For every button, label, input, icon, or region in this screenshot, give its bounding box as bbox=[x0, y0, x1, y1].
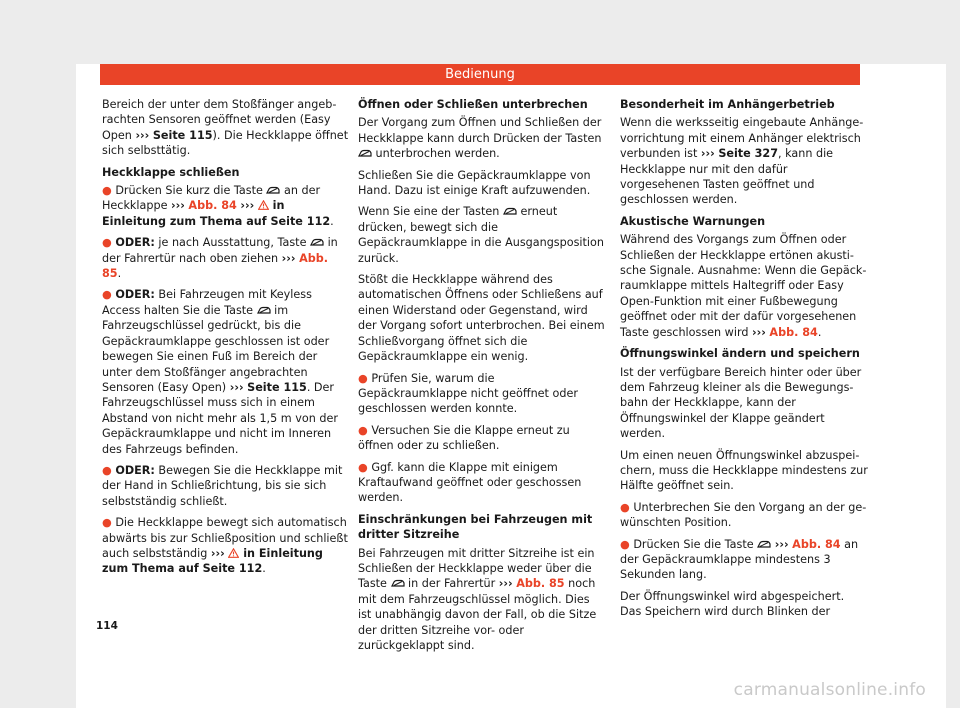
section-title: Bedienung bbox=[445, 67, 515, 82]
page-link[interactable]: Seite 115 bbox=[247, 380, 307, 394]
page-number: 114 bbox=[96, 620, 118, 632]
tailgate-key-icon bbox=[266, 186, 280, 195]
paragraph: Stößt die Heckklappe während des automatischen Öffnens oder Schließens auf einen Widerstand oder Gegenstand, wird der Vorgang sofort unterbrochen. Bei einem Schließvorgang öffnet sich die Gepäckraumklappe ein wenig. bbox=[358, 273, 605, 364]
list-item: ● Die Heckklappe bewegt sich automatisch abwärts bis zur Schließposition und schließt auch selbstständig ››› in Einleitung zum Thema auf Seite 112. bbox=[102, 516, 348, 576]
column-2 bbox=[358, 97, 606, 659]
heading-unterbrechen: Öffnen oder Schließen unterbrechen bbox=[358, 98, 588, 111]
section-header-bar bbox=[100, 64, 860, 85]
heading-akustische-warnungen: Akustische Warnungen bbox=[620, 214, 766, 228]
paragraph: Schließen Sie die Gepäckraumklappe von Hand. Dazu ist einige Kraft aufzuwenden. bbox=[358, 168, 591, 198]
paragraph: Während des Vorgangs zum Öffnen oder Schließen der Heckklappe ertönen akustische Signale. Ausnahme: Wenn die Gepäckraumklappe mittels Haltegriff oder Easy Open-Funktion mit einer Fußbewegung geöffnet oder mit der dafür vorgesehenen Taste geschlossen wird ››› Abb. 84. bbox=[620, 233, 867, 339]
tailgate-key-icon bbox=[257, 306, 271, 315]
list-item: ● Ggf. kann die Klappe mit einigem Kraftaufwand geöffnet oder geschossen werden. bbox=[358, 460, 582, 505]
list-item: ● Versuchen Sie die Klappe erneut zu öffnen oder zu schließen. bbox=[358, 423, 570, 453]
watermark: carmanualsonline.info bbox=[733, 680, 926, 700]
figure-link[interactable]: Abb. 85 bbox=[516, 577, 565, 591]
list-item: ● Drücken Sie kurz die Taste an der Heckklappe ››› Abb. 84 ››› in Einleitung zum Thema auf Seite 112. bbox=[102, 184, 334, 228]
heading-oeffnungswinkel: Öffnungswinkel ändern und speichern bbox=[620, 347, 860, 361]
figure-link[interactable]: Abb. 84 bbox=[188, 199, 237, 213]
bullet-icon: ● bbox=[102, 463, 112, 477]
paragraph: Wenn Sie eine der Tasten erneut drücken, bewegt sich die Gepäckraumklappe in die Ausgangsposition zurück. bbox=[358, 205, 604, 265]
paragraph: Um einen neuen Öffnungswinkel abzuspeichern, muss die Heckklappe mindestens zur Hälfte geöffnet sein. bbox=[620, 448, 868, 493]
heading-dritte-sitzreihe: Einschränkungen bei Fahrzeugen mit dritter Sitzreihe bbox=[358, 512, 593, 542]
bullet-icon: ● bbox=[358, 423, 368, 437]
paragraph: Ist der verfügbare Bereich hinter oder über dem Fahrzeug kleiner als die Bewegungsbahn der Heckklappe, kann der Öffnungswinkel der Klappe geändert werden. bbox=[620, 365, 862, 441]
tailgate-key-icon bbox=[391, 579, 405, 588]
list-item: ● ODER: Bei Fahrzeugen mit Keyless Access halten Sie die Taste im Fahrzeugschlüssel gedrückt, bis die Gepäckraumklappe geschlossen ist oder bewegen Sie einen Fuß im Bereich der unter dem Stoßfänger angebrachten Sensoren (Easy Open) ››› Seite 115. Der Fahrzeugschlüssel muss sich in einem Abstand von nicht mehr als 1,5 m von der Gepäckraumklappe und nicht im Inneren des Fahrzeugs befinden. bbox=[102, 288, 338, 456]
arrow-ref: ››› bbox=[135, 128, 150, 142]
bullet-icon: ● bbox=[102, 516, 112, 530]
warning-icon bbox=[258, 200, 269, 210]
figure-link[interactable]: Abb. 84 bbox=[792, 537, 841, 551]
figure-link[interactable]: Abb. 84 bbox=[769, 325, 818, 339]
warning-link[interactable]: in Einleitung zum Thema auf Seite 112 bbox=[102, 546, 323, 576]
bullet-icon: ● bbox=[620, 500, 630, 514]
warning-link[interactable]: in Einleitung zum Thema auf Seite 112 bbox=[102, 199, 331, 228]
warning-icon bbox=[228, 548, 239, 558]
paragraph: Wenn die werksseitig eingebaute Anhängevorrichtung mit einem Anhänger elektrisch verbunden ist ››› Seite 327, kann die Heckklappe nur mit den dafür vorgesehenen Tasten geöffnet und geschlossen werden. bbox=[620, 116, 864, 207]
bullet-icon: ● bbox=[358, 460, 368, 474]
paragraph: Bei Fahrzeugen mit dritter Sitzreihe ist ein Schließen der Heckklappe weder über die Taste in der Fahrertür ››› Abb. 85 noch mit dem Fahrzeugschlüssel möglich. Dies ist unabhängig davon der Fall, ob die Sitze der dritten Sitzreihe vor- oder zurückgeklappt sind. bbox=[358, 546, 597, 652]
tailgate-key-icon bbox=[358, 149, 372, 158]
figure-link[interactable]: Abb. 85 bbox=[102, 251, 329, 281]
tailgate-key-icon bbox=[310, 238, 324, 247]
list-item: ● ODER: Bewegen Sie die Heckklappe mit der Hand in Schließrichtung, bis sie sich selbstständig schließt. bbox=[102, 463, 343, 508]
heading-heckklappe-schliessen: Heckklappe schließen bbox=[102, 165, 240, 179]
tailgate-key-icon bbox=[503, 207, 517, 216]
bullet-icon: ● bbox=[620, 537, 630, 551]
column-1 bbox=[102, 97, 350, 583]
bullet-icon: ● bbox=[358, 371, 368, 385]
column-3 bbox=[620, 97, 868, 626]
paragraph: Bereich der unter dem Stoßfänger angebrachten Sensoren geöffnet werden (Easy Open ››› Seite 115). Die Heckklappe öffnet sich selbsttätig. bbox=[102, 98, 349, 158]
page-link[interactable]: Seite 327 bbox=[718, 147, 778, 161]
bullet-icon: ● bbox=[102, 184, 112, 198]
list-item: ● ODER: je nach Ausstattung, Taste in der Fahrertür nach oben ziehen ››› Abb. 85. bbox=[102, 236, 338, 281]
bullet-icon: ● bbox=[102, 288, 112, 302]
list-item: ● Prüfen Sie, warum die Gepäckraumklappe nicht geöffnet oder geschlossen werden konnte. bbox=[358, 371, 578, 416]
paragraph: Der Vorgang zum Öffnen und Schließen der Heckklappe kann durch Drücken der Tasten unterbrochen werden. bbox=[358, 116, 602, 161]
page-link[interactable]: Seite 115 bbox=[152, 128, 213, 142]
bullet-icon: ● bbox=[102, 236, 112, 250]
paragraph: Der Öffnungswinkel wird abgespeichert. Das Speichern wird durch Blinken der bbox=[620, 589, 845, 619]
list-item: ● Unterbrechen Sie den Vorgang an der gewünschten Position. bbox=[620, 500, 867, 530]
heading-anhaengerbetrieb: Besonderheit im Anhängerbetrieb bbox=[620, 98, 835, 111]
tailgate-key-icon bbox=[757, 540, 771, 549]
list-item: ● Drücken Sie die Taste ››› Abb. 84 an der Gepäckraumklappe mindestens 3 Sekunden lang. bbox=[620, 537, 859, 582]
